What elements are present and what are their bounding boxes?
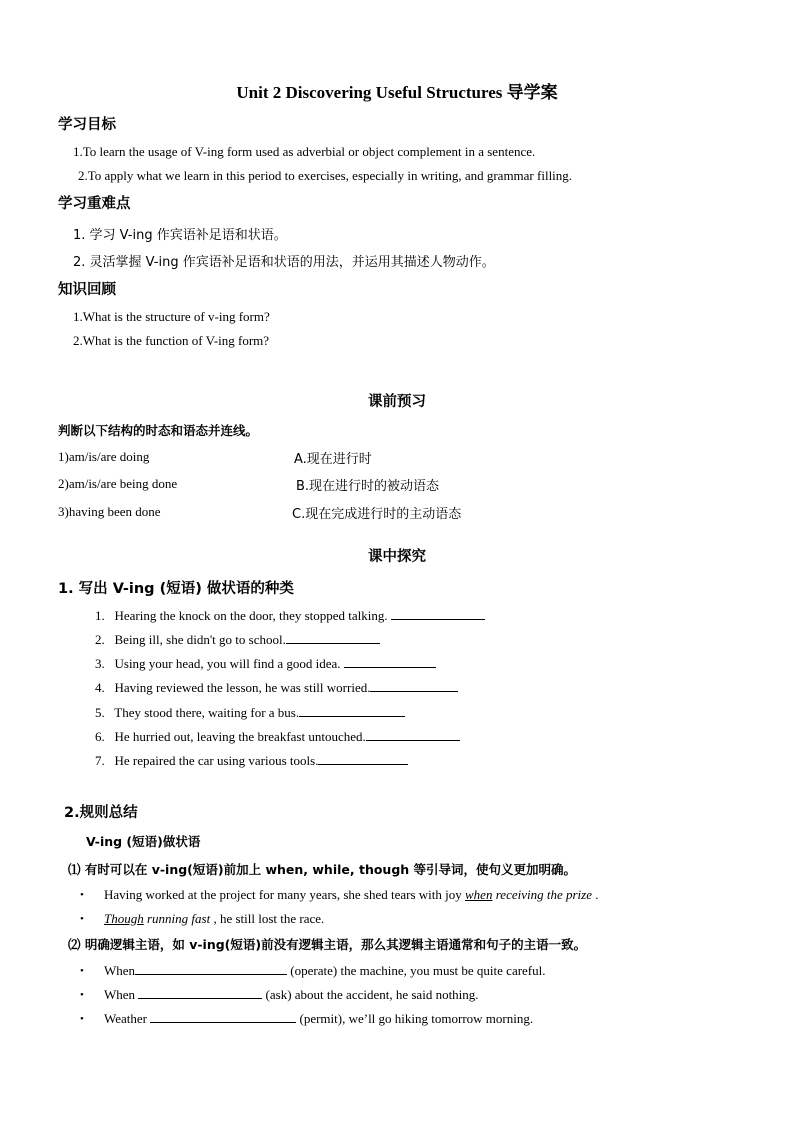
item-text: Hearing the knock on the door, they stopped talking. <box>114 608 391 623</box>
answer-blank[interactable] <box>391 608 485 620</box>
example-text: (ask) about the accident, he said nothing. <box>262 987 479 1002</box>
task1-item-6 <box>95 729 460 745</box>
rule-2: ⑵ 明确逻辑主语，如 v-ing(短语)前没有逻辑主语，那么其逻辑主语通常和句子的主语一致。 <box>68 937 587 952</box>
task1-item-3 <box>95 656 436 672</box>
rule2-example-2 <box>104 987 479 1003</box>
example-conjunction: Though <box>104 911 144 926</box>
objective-item-2: 2.To apply what we learn in this period to exercises, especially in writing, and grammar filling. <box>78 168 573 183</box>
example-text: (permit), we’ll go hiking tomorrow morning. <box>296 1011 534 1026</box>
item-number: 1. <box>95 608 105 623</box>
review-item-2: 2.What is the function of V-ing form? <box>73 333 270 348</box>
explore-heading: 课中探究 <box>368 549 426 565</box>
item-number: 6. <box>95 729 105 744</box>
item-number: 7. <box>95 753 105 768</box>
preview-left-2: 2)am/is/are being done <box>58 476 178 491</box>
answer-blank[interactable] <box>344 656 436 668</box>
item-number: 2. <box>95 632 105 647</box>
task1-item-7 <box>95 753 408 769</box>
review-item-1: 1.What is the structure of v-ing form? <box>73 309 270 324</box>
item-text: Using your head, you will find a good idea. <box>114 656 344 671</box>
preview-right-c: C.现在完成进行时的主动语态 <box>292 507 462 522</box>
answer-blank[interactable] <box>135 963 287 975</box>
example-text-end: . <box>591 887 599 902</box>
bullet-icon: • <box>80 989 84 1001</box>
task1-item-5 <box>95 705 405 721</box>
preview-instruction: 判断以下结构的时态和语态并连线。 <box>58 423 259 438</box>
bullet-icon: • <box>80 1013 84 1025</box>
example-italic: running fast <box>143 911 211 926</box>
task1-item-1 <box>95 608 485 624</box>
example-text: Weather <box>104 1011 151 1026</box>
review-heading: 知识回顾 <box>58 282 116 298</box>
answer-blank[interactable] <box>138 987 262 999</box>
rule1-example-1 <box>104 887 598 903</box>
answer-blank[interactable] <box>299 705 405 717</box>
preview-right-a: A.现在进行时 <box>294 452 372 467</box>
rule2-example-1 <box>104 963 546 979</box>
item-text: He repaired the car using various tools. <box>114 753 319 768</box>
task1-item-2 <box>95 632 380 648</box>
answer-blank[interactable] <box>286 632 380 644</box>
example-text: , he still lost the race. <box>210 911 325 926</box>
example-text: When <box>104 987 139 1002</box>
item-text: Being ill, she didn't go to school. <box>114 632 286 647</box>
example-text: When <box>104 963 136 978</box>
bullet-icon: • <box>80 889 84 901</box>
item-number: 4. <box>95 680 105 695</box>
preview-left-1: 1)am/is/are doing <box>58 449 150 464</box>
item-number: 3. <box>95 656 105 671</box>
objective-item-1: 1.To learn the usage of V-ing form used as adverbial or object complement in a sentence. <box>73 144 536 159</box>
rule2-example-3 <box>104 1011 533 1027</box>
key-point-item-1: 1. 学习 V-ing 作宾语补足语和状语。 <box>73 228 287 243</box>
item-number: 5. <box>95 705 105 720</box>
example-text: Having worked at the project for many years, she shed tears with joy <box>104 887 466 902</box>
task2-heading: 2.规则总结 <box>64 805 138 821</box>
item-text: He hurried out, leaving the breakfast untouched. <box>114 729 366 744</box>
task2-subheading: V-ing (短语)做状语 <box>86 834 201 849</box>
preview-left-3: 3)having been done <box>58 504 161 519</box>
document-title: Unit 2 Discovering Useful Structures 导学案 <box>236 83 558 102</box>
bullet-icon: • <box>80 913 84 925</box>
example-italic: receiving the prize <box>492 887 592 902</box>
task1-heading: 1. 写出 V-ing (短语) 做状语的种类 <box>58 581 294 597</box>
item-text: They stood there, waiting for a bus. <box>114 705 300 720</box>
answer-blank[interactable] <box>370 680 458 692</box>
task1-item-4 <box>95 680 458 696</box>
example-conjunction: when <box>465 887 493 902</box>
item-text: Having reviewed the lesson, he was still worried. <box>114 680 371 695</box>
preview-heading: 课前预习 <box>368 394 426 410</box>
example-text: (operate) the machine, you must be quite careful. <box>287 963 546 978</box>
key-points-heading: 学习重难点 <box>58 196 131 212</box>
answer-blank[interactable] <box>318 753 408 765</box>
rule-1: ⑴ 有时可以在 v-ing(短语)前加上 when, while, though 等引导词，使句义更加明确。 <box>68 862 577 877</box>
bullet-icon: • <box>80 965 84 977</box>
answer-blank[interactable] <box>366 729 460 741</box>
answer-blank[interactable] <box>150 1011 296 1023</box>
objectives-heading: 学习目标 <box>58 117 116 133</box>
rule1-example-2 <box>104 911 324 927</box>
preview-right-b: B.现在进行时的被动语态 <box>296 479 440 494</box>
key-point-item-2: 2. 灵活掌握 V-ing 作宾语补足语和状语的用法，并运用其描述人物动作。 <box>73 255 495 270</box>
